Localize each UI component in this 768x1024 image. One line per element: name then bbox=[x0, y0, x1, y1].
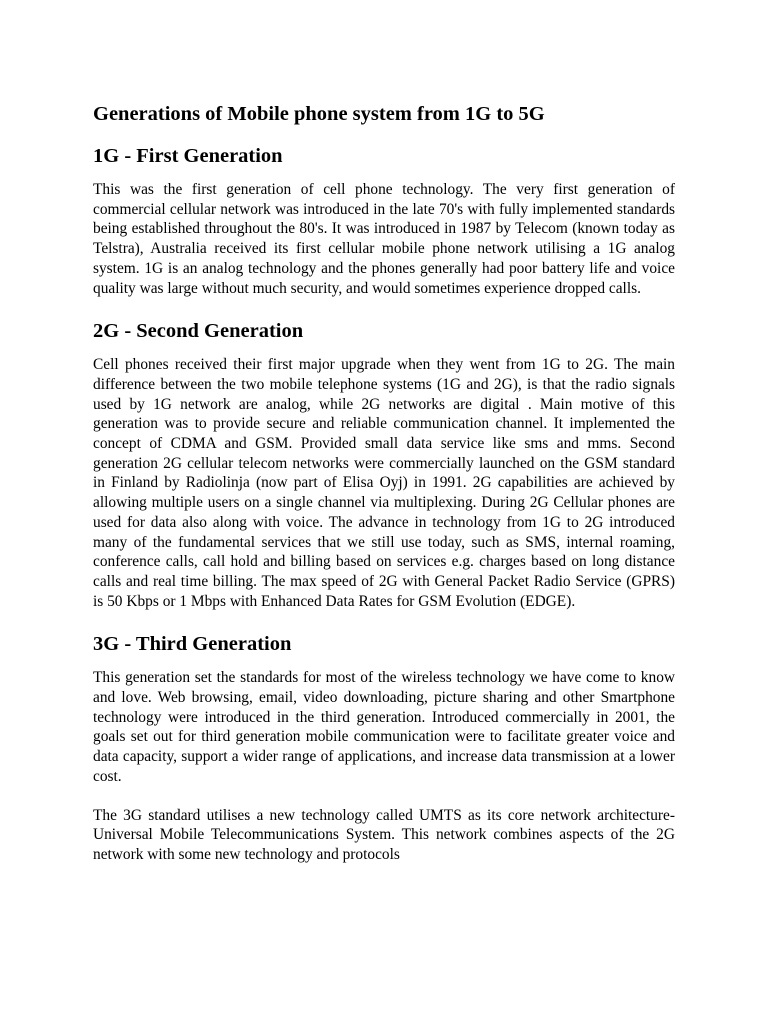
section-heading-2g: 2G - Second Generation bbox=[93, 320, 304, 343]
document-page bbox=[93, 100, 675, 865]
section-2g bbox=[93, 317, 675, 611]
paragraph-3g-1: This generation set the standards for most of the wireless technology we have come to know and love. Web browsing, email, video downloading, picture sharing and other Smartphone technology were introduced in the third generation. Introduced commercially in 2001, the goals set out for third generation mobile communication were to facilitate greater voice and data capacity, support a wider range of applications, and increase data transmission at a lower cost. bbox=[93, 669, 675, 785]
section-3g bbox=[93, 630, 675, 864]
section-1g bbox=[93, 142, 675, 298]
paragraph-3g-2: The 3G standard utilises a new technology called UMTS as its core network architecture-Universal Mobile Telecommunications System. This network combines aspects of the 2G network with some new technology and protocols bbox=[93, 806, 675, 863]
section-heading-1g: 1G - First Generation bbox=[93, 145, 283, 167]
document-title: Generations of Mobile phone system from 1G to 5G bbox=[93, 103, 545, 125]
section-heading-3g: 3G - Third Generation bbox=[93, 633, 292, 656]
paragraph-2g-1: Cell phones received their first major upgrade when they went from 1G to 2G. The main difference between the two mobile telephone systems (1G and 2G), is that the radio signals used by 1G network are analog, while 2G networks are digital . Main motive of this generation was to provide secure and reliable communication channel. It implemented the concept of CDMA and GSM. Provided small data service like sms and mms. Second generation 2G cellular telecom networks were commercially launched on the GSM standard in Finland by Radiolinja (now part of Elisa Oyj) in 1991. 2G capabilities are achieved by allowing multiple users on a single channel via multiplexing. During 2G Cellular phones are used for data also along with voice. The advance in technology from 1G to 2G introduced many of the fundamental services that we still use today, such as SMS, internal roaming, conference calls, call hold and billing based on services e.g. charges based on long distance calls and real time billing. The max speed of 2G with General Packet Radio Service (GPRS) is 50 Kbps or 1 Mbps with Enhanced Data Rates for GSM Evolution (EDGE). bbox=[93, 356, 675, 610]
paragraph-1g-1: This was the first generation of cell phone technology. The very first generation of commercial cellular network was introduced in the late 70's with fully implemented standards being established throughout the 80's. It was introduced in 1987 by Telecom (known today as Telstra), Australia received its first cellular mobile phone network utilising a 1G analog system. 1G is an analog technology and the phones generally had poor battery life and voice quality was large without much security, and would sometimes experience dropped calls. bbox=[93, 181, 675, 297]
